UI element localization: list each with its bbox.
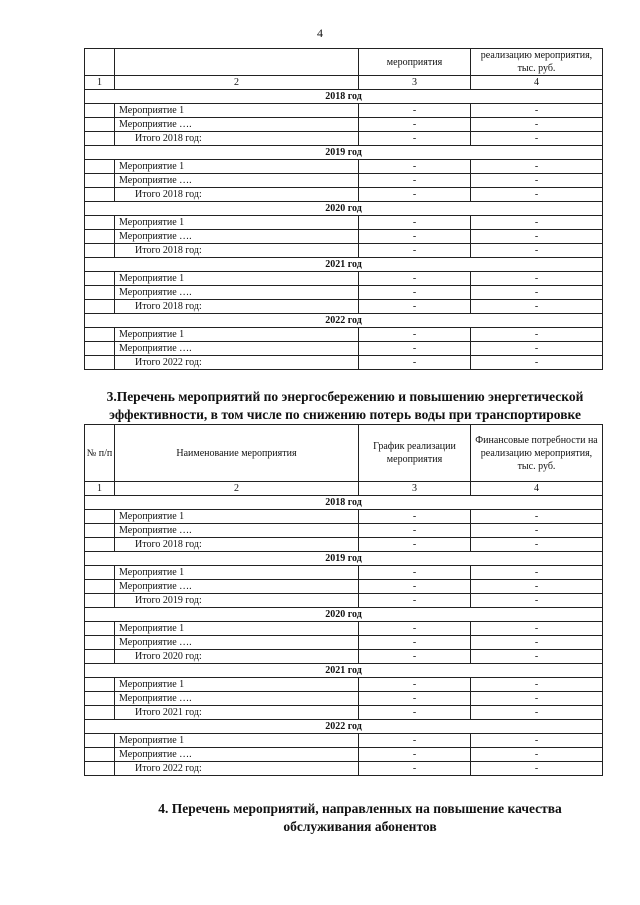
events-table-continued <box>84 48 603 370</box>
column-index: 4 <box>471 76 603 90</box>
finance-value: - <box>471 510 603 524</box>
year-label: 2018 год <box>85 496 603 510</box>
schedule-value: - <box>359 748 471 762</box>
event-row <box>85 748 603 762</box>
event-row <box>85 524 603 538</box>
event-row <box>85 692 603 706</box>
schedule-value: - <box>359 286 471 300</box>
total-label: Итого 2018 год: <box>115 300 359 314</box>
event-name: Мероприятие 1 <box>115 104 359 118</box>
event-row <box>85 510 603 524</box>
event-row <box>85 286 603 300</box>
section-4-heading <box>120 800 600 836</box>
schedule-value: - <box>359 174 471 188</box>
total-row <box>85 244 603 258</box>
schedule-value: - <box>359 342 471 356</box>
event-name: Мероприятие …. <box>115 636 359 650</box>
year-row <box>85 664 603 678</box>
event-name: Мероприятие 1 <box>115 328 359 342</box>
schedule-value: - <box>359 188 471 202</box>
schedule-value: - <box>359 524 471 538</box>
event-row <box>85 734 603 748</box>
finance-value: - <box>471 748 603 762</box>
row-number <box>85 216 115 230</box>
row-number <box>85 132 115 146</box>
schedule-value: - <box>359 272 471 286</box>
section-3-heading-line-1: 3.Перечень мероприятий по энергосбережению и повышению энергетической <box>106 389 584 404</box>
row-number <box>85 650 115 664</box>
finance-value: - <box>471 104 603 118</box>
year-label: 2019 год <box>85 146 603 160</box>
year-row <box>85 258 603 272</box>
column-index: 2 <box>115 482 359 496</box>
year-row <box>85 90 603 104</box>
energy-saving-events-table <box>84 424 603 776</box>
header-schedule: мероприятия <box>359 49 471 76</box>
year-row <box>85 314 603 328</box>
section-3-heading <box>80 388 610 424</box>
row-number <box>85 104 115 118</box>
event-name: Мероприятие 1 <box>115 272 359 286</box>
event-name: Мероприятие 1 <box>115 510 359 524</box>
row-number <box>85 762 115 776</box>
schedule-value: - <box>359 132 471 146</box>
row-number <box>85 748 115 762</box>
event-row <box>85 342 603 356</box>
column-index: 1 <box>85 76 115 90</box>
event-row <box>85 566 603 580</box>
event-name: Мероприятие …. <box>115 692 359 706</box>
event-name: Мероприятие …. <box>115 342 359 356</box>
schedule-value: - <box>359 594 471 608</box>
section-4-heading-line-1: 4. Перечень мероприятий, направленных на повышение качества <box>158 801 562 816</box>
year-label: 2021 год <box>85 664 603 678</box>
row-number <box>85 510 115 524</box>
total-row <box>85 538 603 552</box>
total-label: Итого 2018 год: <box>115 188 359 202</box>
row-number <box>85 244 115 258</box>
row-number <box>85 566 115 580</box>
schedule-value: - <box>359 118 471 132</box>
schedule-value: - <box>359 706 471 720</box>
finance-value: - <box>471 286 603 300</box>
total-row <box>85 356 603 370</box>
finance-value: - <box>471 188 603 202</box>
header-number: № п/п <box>85 425 115 482</box>
schedule-value: - <box>359 678 471 692</box>
event-name: Мероприятие …. <box>115 174 359 188</box>
row-number <box>85 524 115 538</box>
row-number <box>85 272 115 286</box>
event-row <box>85 678 603 692</box>
total-label: Итого 2021 год: <box>115 706 359 720</box>
total-row <box>85 762 603 776</box>
event-row <box>85 174 603 188</box>
finance-value: - <box>471 118 603 132</box>
schedule-value: - <box>359 356 471 370</box>
finance-value: - <box>471 650 603 664</box>
total-label: Итого 2018 год: <box>115 244 359 258</box>
finance-value: - <box>471 216 603 230</box>
event-name: Мероприятие …. <box>115 286 359 300</box>
header-event-name <box>115 49 359 76</box>
year-label: 2020 год <box>85 202 603 216</box>
year-row <box>85 720 603 734</box>
event-row <box>85 216 603 230</box>
schedule-value: - <box>359 692 471 706</box>
event-row <box>85 160 603 174</box>
year-label: 2021 год <box>85 258 603 272</box>
event-row <box>85 230 603 244</box>
finance-value: - <box>471 160 603 174</box>
finance-value: - <box>471 636 603 650</box>
year-label: 2022 год <box>85 720 603 734</box>
schedule-value: - <box>359 300 471 314</box>
schedule-value: - <box>359 650 471 664</box>
row-number <box>85 286 115 300</box>
header-row <box>85 425 603 482</box>
total-label: Итого 2018 год: <box>115 132 359 146</box>
schedule-value: - <box>359 622 471 636</box>
row-number <box>85 734 115 748</box>
event-name: Мероприятие 1 <box>115 734 359 748</box>
schedule-value: - <box>359 244 471 258</box>
event-name: Мероприятие 1 <box>115 566 359 580</box>
row-number <box>85 174 115 188</box>
total-label: Итого 2019 год: <box>115 594 359 608</box>
finance-value: - <box>471 356 603 370</box>
row-number <box>85 188 115 202</box>
schedule-value: - <box>359 538 471 552</box>
finance-value: - <box>471 342 603 356</box>
finance-value: - <box>471 706 603 720</box>
finance-value: - <box>471 566 603 580</box>
schedule-value: - <box>359 328 471 342</box>
total-row <box>85 300 603 314</box>
finance-value: - <box>471 272 603 286</box>
finance-value: - <box>471 622 603 636</box>
schedule-value: - <box>359 566 471 580</box>
year-label: 2019 год <box>85 552 603 566</box>
finance-value: - <box>471 174 603 188</box>
schedule-value: - <box>359 734 471 748</box>
event-row <box>85 328 603 342</box>
finance-value: - <box>471 328 603 342</box>
row-number <box>85 678 115 692</box>
row-number <box>85 118 115 132</box>
row-number <box>85 300 115 314</box>
table-body <box>85 425 603 776</box>
schedule-value: - <box>359 160 471 174</box>
finance-value: - <box>471 538 603 552</box>
event-name: Мероприятие …. <box>115 524 359 538</box>
event-name: Мероприятие …. <box>115 230 359 244</box>
year-row <box>85 146 603 160</box>
row-number <box>85 636 115 650</box>
header-finance: реализацию мероприятия, тыс. руб. <box>471 49 603 76</box>
row-number <box>85 328 115 342</box>
row-number <box>85 622 115 636</box>
finance-value: - <box>471 762 603 776</box>
schedule-value: - <box>359 580 471 594</box>
table-body <box>85 49 603 370</box>
total-row <box>85 188 603 202</box>
finance-value: - <box>471 230 603 244</box>
header-schedule: График реализации мероприятия <box>359 425 471 482</box>
column-index-row <box>85 76 603 90</box>
header-row <box>85 49 603 76</box>
finance-value: - <box>471 580 603 594</box>
total-label: Итого 2022 год: <box>115 762 359 776</box>
event-row <box>85 622 603 636</box>
event-row <box>85 580 603 594</box>
header-number <box>85 49 115 76</box>
year-label: 2018 год <box>85 90 603 104</box>
year-label: 2020 год <box>85 608 603 622</box>
schedule-value: - <box>359 762 471 776</box>
schedule-value: - <box>359 510 471 524</box>
row-number <box>85 594 115 608</box>
finance-value: - <box>471 734 603 748</box>
event-name: Мероприятие 1 <box>115 678 359 692</box>
row-number <box>85 230 115 244</box>
event-row <box>85 118 603 132</box>
finance-value: - <box>471 524 603 538</box>
year-row <box>85 608 603 622</box>
finance-value: - <box>471 678 603 692</box>
row-number <box>85 160 115 174</box>
page-number: 4 <box>317 26 323 40</box>
finance-value: - <box>471 692 603 706</box>
event-name: Мероприятие 1 <box>115 216 359 230</box>
event-name: Мероприятие …. <box>115 118 359 132</box>
total-label: Итого 2018 год: <box>115 538 359 552</box>
year-row <box>85 202 603 216</box>
row-number <box>85 538 115 552</box>
total-row <box>85 650 603 664</box>
event-name: Мероприятие 1 <box>115 160 359 174</box>
schedule-value: - <box>359 104 471 118</box>
column-index: 3 <box>359 76 471 90</box>
event-name: Мероприятие 1 <box>115 622 359 636</box>
year-label: 2022 год <box>85 314 603 328</box>
finance-value: - <box>471 132 603 146</box>
schedule-value: - <box>359 230 471 244</box>
header-event-name: Наименование мероприятия <box>115 425 359 482</box>
event-name: Мероприятие …. <box>115 580 359 594</box>
finance-value: - <box>471 300 603 314</box>
total-row <box>85 132 603 146</box>
total-row <box>85 706 603 720</box>
section-3-heading-line-2: эффективности, в том числе по снижению потерь воды при транспортировке <box>109 407 581 422</box>
column-index-row <box>85 482 603 496</box>
column-index: 1 <box>85 482 115 496</box>
year-row <box>85 496 603 510</box>
finance-value: - <box>471 244 603 258</box>
section-4-heading-line-2: обслуживания абонентов <box>283 819 437 834</box>
row-number <box>85 356 115 370</box>
column-index: 2 <box>115 76 359 90</box>
row-number <box>85 342 115 356</box>
total-label: Итого 2022 год: <box>115 356 359 370</box>
column-index: 3 <box>359 482 471 496</box>
finance-value: - <box>471 594 603 608</box>
column-index: 4 <box>471 482 603 496</box>
schedule-value: - <box>359 216 471 230</box>
header-finance: Финансовые потребности на реализацию мероприятия, тыс. руб. <box>471 425 603 482</box>
row-number <box>85 580 115 594</box>
row-number <box>85 692 115 706</box>
event-row <box>85 636 603 650</box>
event-name: Мероприятие …. <box>115 748 359 762</box>
total-label: Итого 2020 год: <box>115 650 359 664</box>
event-row <box>85 104 603 118</box>
event-row <box>85 272 603 286</box>
schedule-value: - <box>359 636 471 650</box>
row-number <box>85 706 115 720</box>
total-row <box>85 594 603 608</box>
year-row <box>85 552 603 566</box>
